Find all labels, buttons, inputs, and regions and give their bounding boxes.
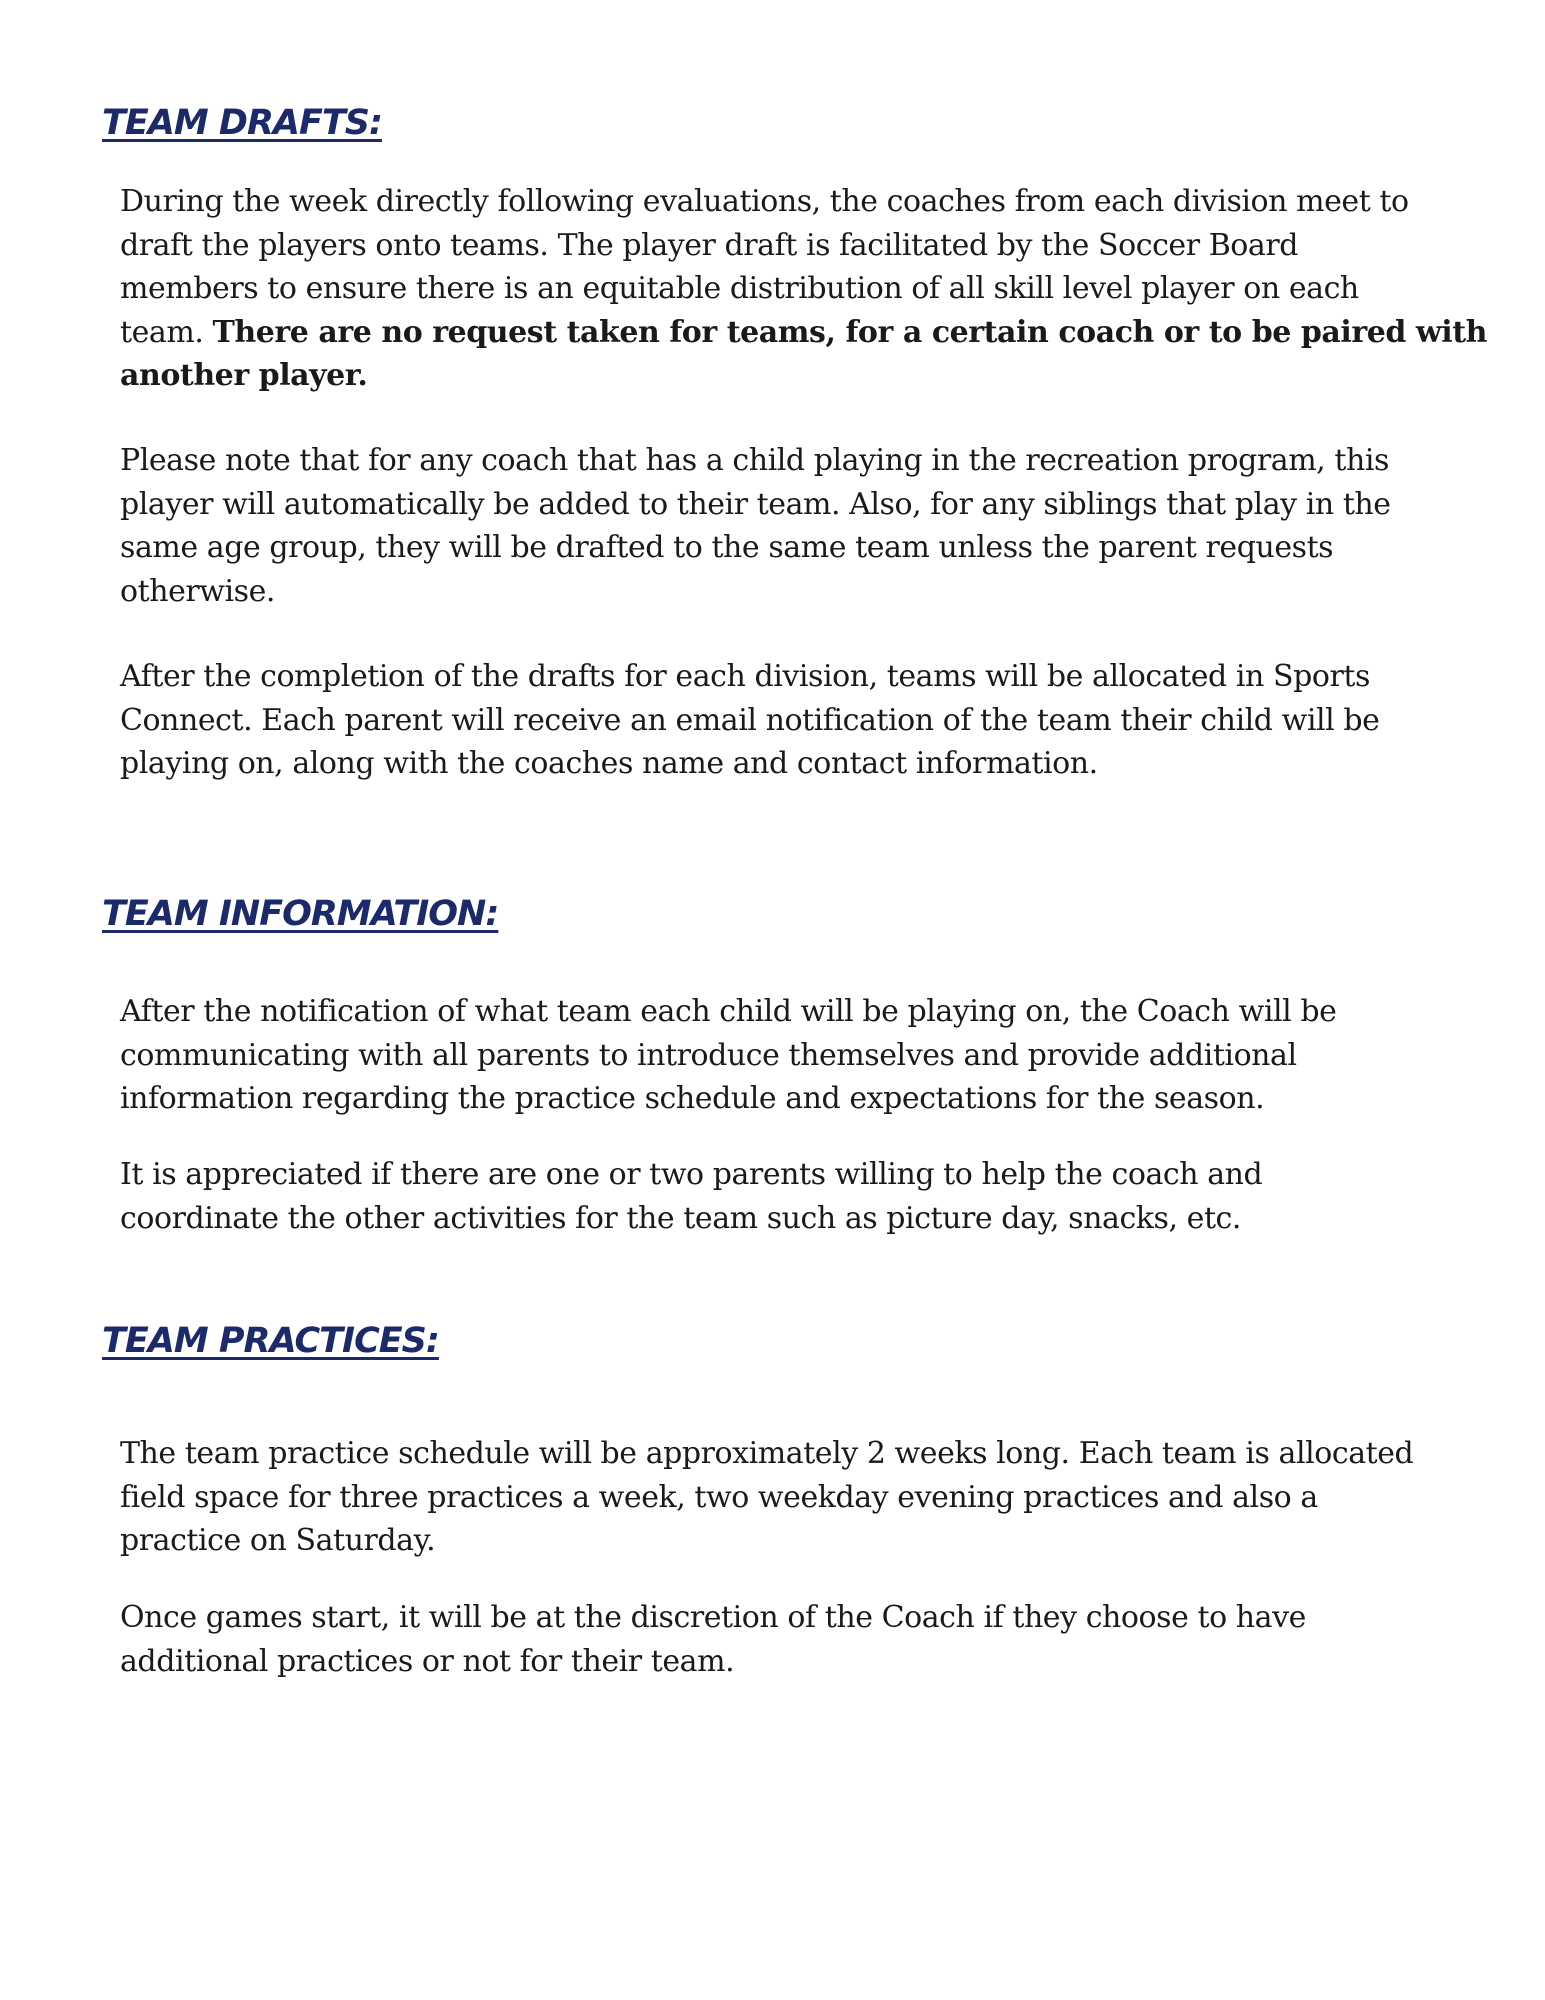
text-line	[120, 311, 1510, 355]
text-line: Connect. Each parent will receive an email notification of the team their child will be	[120, 702, 1380, 738]
team-drafts-paragraph-3	[120, 655, 1510, 786]
text-line: During the week directly following evaluations, the coaches from each division meet to	[120, 184, 1409, 219]
text-line: communicating with all parents to introduce themselves and provide additional	[120, 1037, 1297, 1073]
team-practices-paragraph-1	[120, 1432, 1510, 1563]
text-line: coordinate the other activities for the team such as picture day, snacks, etc.	[120, 1200, 1241, 1236]
team-practices-paragraph-2	[120, 1596, 1510, 1683]
text-line: draft the players onto teams. The player draft is facilitated by the Soccer Board	[120, 227, 1298, 263]
team-drafts-paragraph-2	[120, 439, 1510, 613]
text-line: field space for three practices a week, two weekday evening practices and also a	[120, 1479, 1318, 1515]
text-line: same age group, they will be drafted to the same team unless the parent requests	[120, 530, 1334, 565]
text-line: practice on Saturday.	[120, 1523, 436, 1558]
team-information-paragraph-2	[120, 1153, 1510, 1240]
text-plain: team.	[120, 314, 213, 350]
emphasis-text: There are no request taken for teams, for a certain coach or to be paired with	[212, 314, 1487, 350]
text-line: The team practice schedule will be approximately 2 weeks long. Each team is allocated	[120, 1436, 1414, 1471]
section-heading-team-drafts: TEAM DRAFTS:	[102, 103, 382, 143]
section-heading-team-information: TEAM INFORMATION:	[102, 894, 499, 934]
text-line: It is appreciated if there are one or two parents willing to help the coach and	[120, 1157, 1263, 1192]
team-drafts-paragraph-1	[120, 180, 1510, 398]
section-heading-team-practices: TEAM PRACTICES:	[102, 1321, 439, 1361]
text-line: Please note that for any coach that has a child playing in the recreation program, this	[120, 443, 1389, 478]
text-line: After the notification of what team each child will be playing on, the Coach will be	[120, 994, 1337, 1029]
text-line: Once games start, it will be at the discretion of the Coach if they choose to have	[120, 1600, 1306, 1635]
team-information-paragraph-1	[120, 990, 1510, 1121]
text-line: otherwise.	[120, 573, 275, 609]
text-line: After the completion of the drafts for each division, teams will be allocated in Sports	[120, 659, 1370, 694]
text-line: additional practices or not for their team.	[120, 1643, 735, 1679]
text-line: information regarding the practice schedule and expectations for the season.	[120, 1081, 1265, 1116]
text-line: playing on, along with the coaches name and contact information.	[120, 746, 1098, 781]
text-line: player will automatically be added to their team. Also, for any siblings that play in the	[120, 486, 1391, 522]
text-line: members to ensure there is an equitable distribution of all skill level player on each	[120, 271, 1359, 306]
emphasis-text: another player.	[120, 358, 368, 393]
